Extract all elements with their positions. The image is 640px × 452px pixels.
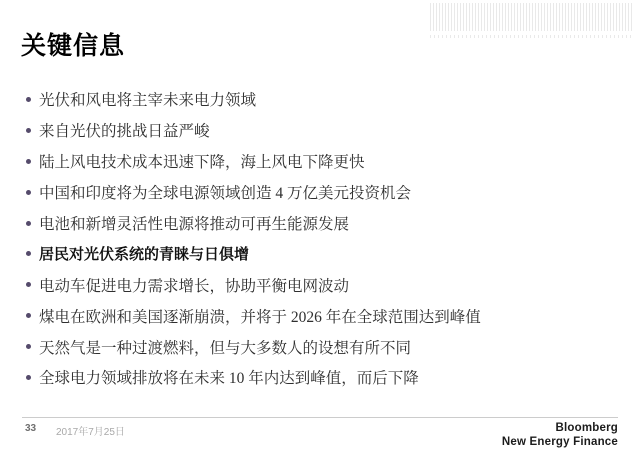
footer-divider (22, 417, 618, 418)
logo-line-1: Bloomberg (555, 422, 618, 434)
bullet-text: 电动车促进电力需求增长，协助平衡电网波动 (39, 277, 350, 295)
page-number: 33 (25, 423, 37, 434)
bullet-text: 来自光伏的挑战日益严峻 (39, 123, 210, 141)
bullet-text: 光伏和风电将主宰未来电力领域 (39, 92, 257, 110)
slide-date: 2017年7月25日 (56, 427, 125, 438)
bullet-dot-icon (26, 97, 31, 102)
bullet-item (24, 84, 624, 115)
bullet-dot-icon (26, 251, 31, 256)
bullet-text: 中国和印度将为全球电源领域创造 4 万亿美元投资机会 (39, 185, 412, 203)
bullet-text: 全球电力领域排放将在未来 10 年内达到峰值，而后下降 (39, 370, 419, 388)
bullet-item (24, 269, 624, 300)
page-title: 关键信息 (21, 32, 126, 60)
bullet-dot-icon (26, 375, 31, 380)
bullet-dot-icon (26, 221, 31, 226)
bullet-item (24, 146, 624, 177)
bullet-item (24, 115, 624, 146)
bullet-text: 居民对光伏系统的青睐与日俱增 (39, 246, 250, 264)
bullet-item (24, 300, 624, 331)
corner-texture-pattern (430, 3, 634, 31)
bullet-text: 天然气是一种过渡燃料，但与大多数人的设想有所不同 (39, 339, 412, 357)
bullet-item (24, 208, 624, 239)
bullet-dot-icon (26, 128, 31, 133)
bullet-text: 煤电在欧洲和美国逐渐崩溃，并将于 2026 年在全球范围达到峰值 (39, 308, 481, 326)
corner-texture-pattern-row (430, 35, 634, 38)
bullet-text: 陆上风电技术成本迅速下降，海上风电下降更快 (39, 154, 365, 172)
logo-line-2: New Energy Finance (501, 436, 618, 448)
bullet-text: 电池和新增灵活性电源将推动可再生能源发展 (39, 216, 350, 233)
bullet-item (24, 331, 624, 362)
bullet-list (24, 84, 624, 393)
bullet-dot-icon (26, 344, 31, 349)
bullet-dot-icon (26, 282, 31, 287)
bloomberg-nef-logo (502, 421, 618, 449)
bullet-dot-icon (26, 190, 31, 195)
bullet-item (24, 238, 624, 269)
bullet-item (24, 177, 624, 208)
bullet-dot-icon (26, 313, 31, 318)
bullet-dot-icon (26, 159, 31, 164)
bullet-item (24, 362, 624, 393)
